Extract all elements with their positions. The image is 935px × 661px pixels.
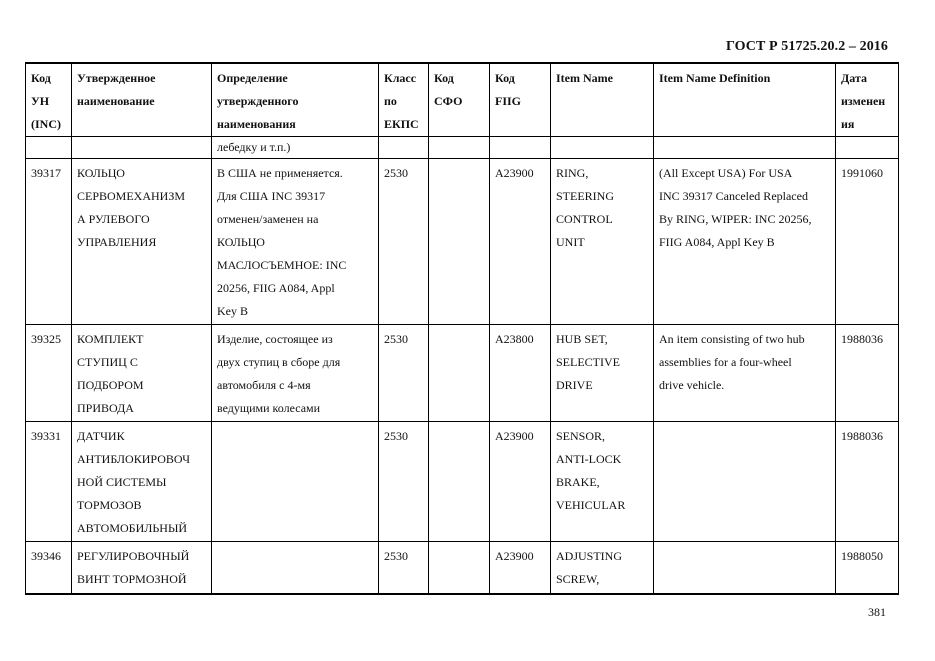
cell-class: 2530 [379, 422, 429, 542]
cell-inc: 39331 [26, 422, 72, 542]
cell-inc: 39325 [26, 325, 72, 422]
cell-approved-name: КОЛЬЦО СЕРВОМЕХАНИЗМ А РУЛЕВОГО УПРАВЛЕНИЯ [72, 159, 212, 325]
cell-fiig: A23900 [490, 422, 551, 542]
cell-definition: В США не применяется. Для США INC 39317 отменен/заменен на КОЛЬЦО МАСЛОСЪЕМНОЕ: INC 20256, FIIG A084, Appl Key B [212, 159, 379, 325]
col-header-item-name: Item Name [551, 63, 654, 137]
cell-item-name: RING, STEERING CONTROL UNIT [551, 159, 654, 325]
table-row [26, 159, 899, 325]
cell-class: 2530 [379, 542, 429, 594]
cell-sfo [429, 422, 490, 542]
cell-approved-name: КОМПЛЕКТ СТУПИЦ С ПОДБОРОМ ПРИВОДА [72, 325, 212, 422]
cell-sfo [429, 542, 490, 594]
table-row-continuation [26, 137, 899, 159]
col-header-definition: Определение утвержденного наименования [212, 63, 379, 137]
cell-class: 2530 [379, 325, 429, 422]
cell-item-name-definition: (All Except USA) For USA INC 39317 Canceled Replaced By RING, WIPER: INC 20256, FIIG A084, Appl Key B [654, 159, 836, 325]
table-row [26, 542, 899, 594]
col-header-fiig: Код FIIG [490, 63, 551, 137]
page-number: 381 [868, 605, 886, 619]
table-row [26, 325, 899, 422]
cell-item-name: ADJUSTING SCREW, [551, 542, 654, 594]
cell-sfo [429, 325, 490, 422]
registry-table [25, 62, 899, 595]
cell-inc: 39346 [26, 542, 72, 594]
cell-approved-name: РЕГУЛИРОВОЧНЫЙ ВИНТ ТОРМОЗНОЙ [72, 542, 212, 594]
cell-item-name: HUB SET, SELECTIVE DRIVE [551, 325, 654, 422]
cell-fiig: A23900 [490, 159, 551, 325]
cell-definition: Изделие, состоящее из двух ступиц в сборе для автомобиля с 4-мя ведущими колесами [212, 325, 379, 422]
cell-item-name-definition [654, 542, 836, 594]
cell-date: 1988050 [836, 542, 899, 594]
standard-designation: ГОСТ Р 51725.20.2 – 2016 [725, 39, 888, 54]
cell-fiig: A23900 [490, 542, 551, 594]
col-header-item-name-definition: Item Name Definition [654, 63, 836, 137]
cell-definition [212, 422, 379, 542]
col-header-sfo: Код СФО [429, 63, 490, 137]
col-header-approved-name: Утвержденное наименование [72, 63, 212, 137]
cell-approved-name: ДАТЧИК АНТИБЛОКИРОВОЧ НОЙ СИСТЕМЫ ТОРМОЗОВ АВТОМОБИЛЬНЫЙ [72, 422, 212, 542]
cell-item-name-definition [654, 422, 836, 542]
cell-date: 1988036 [836, 325, 899, 422]
cell-continuation: лебедку и т.п.) [212, 137, 379, 159]
cell-date: 1991060 [836, 159, 899, 325]
table-header-row [26, 63, 899, 137]
cell-sfo [429, 159, 490, 325]
col-header-date: Дата изменен ия [836, 63, 899, 137]
cell-date: 1988036 [836, 422, 899, 542]
col-header-inc: Код УН (INC) [26, 63, 72, 137]
cell-class: 2530 [379, 159, 429, 325]
cell-item-name: SENSOR, ANTI-LOCK BRAKE, VEHICULAR [551, 422, 654, 542]
table-row [26, 422, 899, 542]
col-header-class: Класс по ЕКПС [379, 63, 429, 137]
cell-definition [212, 542, 379, 594]
cell-item-name-definition: An item consisting of two hub assemblies for a four-wheel drive vehicle. [654, 325, 836, 422]
cell-inc: 39317 [26, 159, 72, 325]
cell-fiig: A23800 [490, 325, 551, 422]
